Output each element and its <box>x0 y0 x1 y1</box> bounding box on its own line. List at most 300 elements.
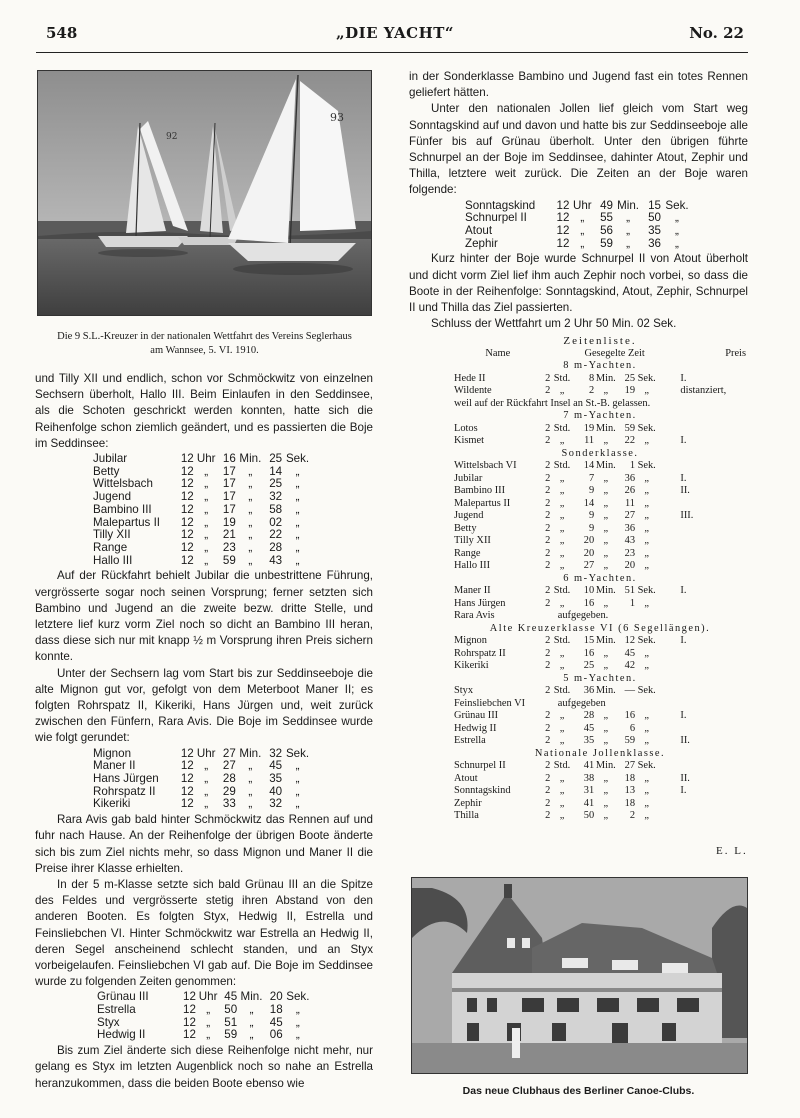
result-row <box>454 473 746 486</box>
time-value: 2 <box>545 797 551 809</box>
time-value: „ <box>644 385 649 396</box>
time-value: „ <box>644 810 649 821</box>
time-value: 25 <box>269 477 283 491</box>
time-value: „ <box>644 785 649 796</box>
time-value: Sek. <box>637 460 656 471</box>
time-value: 2 <box>545 722 551 734</box>
time-value: 41 <box>583 797 595 809</box>
time-value: „ <box>559 710 565 721</box>
time-value: 43 <box>624 535 636 546</box>
time-value: 16 <box>583 597 595 609</box>
time-value: „ <box>603 497 609 509</box>
boat-name: Hedwig II <box>97 1028 146 1042</box>
time-value: 2 <box>588 385 595 396</box>
clubhouse-illustration <box>412 878 747 1073</box>
time-value: „ <box>603 385 609 396</box>
time-value: 12 <box>180 477 194 491</box>
boat-name: Rara Avis <box>454 610 495 621</box>
time-value: 23 <box>222 540 236 554</box>
result-row <box>454 685 746 698</box>
time-value: Sek. <box>665 198 689 212</box>
boat-name: Wittelsbach <box>93 477 153 491</box>
time-value: 12 <box>183 1015 196 1029</box>
time-value: 36 <box>583 685 595 696</box>
time-value: 20 <box>583 547 595 559</box>
sail-number-93: 93 <box>330 111 344 124</box>
time-value: „ <box>206 1015 211 1029</box>
time-value: 19 <box>624 385 636 396</box>
time-value: 12 <box>180 515 194 529</box>
time-value: „ <box>559 722 565 734</box>
time-value: 12 <box>556 198 570 212</box>
time-value: 12 <box>180 771 194 785</box>
time-value: 38 <box>583 772 595 784</box>
time-value: 12 <box>183 1003 196 1017</box>
time-value: 14 <box>583 460 595 471</box>
boat-name: Grünau III <box>454 710 499 721</box>
time-value: Min. <box>595 635 616 646</box>
time-value: Sek. <box>637 760 656 771</box>
prize: II. <box>680 772 690 784</box>
time-value: 15 <box>648 198 661 212</box>
time-value: „ <box>626 236 631 250</box>
time-value: „ <box>248 797 253 811</box>
time-row <box>93 555 313 568</box>
result-row <box>454 523 746 536</box>
prize: I. <box>680 710 687 721</box>
time-value: 32 <box>269 490 283 504</box>
result-status: aufgegeben. <box>557 610 609 621</box>
class-heading: 5 m-Yachten. <box>563 672 637 684</box>
boat-name: Sonntagskind <box>465 198 536 212</box>
time-value: 8 <box>588 372 595 384</box>
time-value: „ <box>626 211 631 225</box>
class-heading: Sonderklasse. <box>561 447 639 459</box>
result-row <box>454 760 746 773</box>
time-value: Min. <box>595 760 616 771</box>
prize <box>658 460 746 473</box>
time-value: „ <box>559 535 565 546</box>
result-row <box>454 810 746 823</box>
time-value: 45 <box>269 1015 283 1029</box>
time-value: „ <box>206 1028 211 1042</box>
time-value: „ <box>644 547 649 559</box>
time-value: 14 <box>583 497 595 509</box>
time-row <box>97 1029 313 1042</box>
time-value: 36 <box>648 236 661 250</box>
prize <box>658 660 746 673</box>
prize: I. <box>680 435 687 446</box>
time-value: „ <box>249 1015 254 1029</box>
time-value: 11 <box>584 435 595 446</box>
time-value: 9 <box>588 485 595 496</box>
class-heading: 8 m-Yachten. <box>563 360 637 371</box>
result-row <box>454 660 746 673</box>
result-row <box>454 560 746 573</box>
time-value: Min. <box>595 372 616 384</box>
time-value: „ <box>644 497 649 509</box>
class-results-table <box>454 423 746 448</box>
time-value: 25 <box>624 372 636 384</box>
time-value: 20 <box>624 560 636 571</box>
time-value: 2 <box>545 772 551 784</box>
boat-name: Maner II <box>93 759 136 773</box>
sailboat-illustration <box>38 71 371 315</box>
time-value: 20 <box>269 990 283 1004</box>
author-signature: E. L. <box>716 845 748 857</box>
time-value: Std. <box>553 460 571 471</box>
prize <box>658 560 746 573</box>
time-value: 2 <box>545 560 551 571</box>
time-value: „ <box>603 710 609 721</box>
paragraph: Kurz hinter der Boje wurde Schnurpel II von Atout überholt und dicht vorm Ziel lief ihm auch Zephir noch vorbei, so dass die Boote in der Reihenfolge: Sonntagskind, Atout, Zephir, Schnurpel II und Thilla das Ziel passierten. <box>409 252 748 315</box>
time-value: „ <box>559 772 565 784</box>
result-row <box>454 723 746 736</box>
time-value: 2 <box>545 735 551 746</box>
time-value: „ <box>644 485 649 496</box>
time-value: 12 <box>180 797 194 811</box>
boat-name: Estrella <box>97 1003 136 1017</box>
time-value: 2 <box>545 710 551 721</box>
time-value: 58 <box>269 502 283 516</box>
result-row <box>454 435 746 448</box>
result-row <box>454 698 746 711</box>
time-value: 51 <box>224 1015 238 1029</box>
result-row <box>454 485 746 498</box>
time-value: „ <box>559 522 565 534</box>
boat-name: Range <box>454 547 481 559</box>
time-value: 41 <box>583 760 595 771</box>
time-value: 9 <box>588 522 595 534</box>
time-value: „ <box>295 1015 300 1029</box>
time-value: 18 <box>624 797 636 809</box>
time-value: 06 <box>269 1028 283 1042</box>
result-row <box>454 710 746 723</box>
time-value: „ <box>559 647 565 659</box>
boat-name: Hallo III <box>93 553 133 567</box>
time-row <box>93 453 313 466</box>
result-status: aufgegeben <box>557 697 606 709</box>
boat-name: Bambino III <box>93 502 152 516</box>
time-value: Min. <box>595 685 616 696</box>
time-value: 12 <box>180 746 194 760</box>
time-value: „ <box>248 540 253 554</box>
time-value: 50 <box>583 810 595 821</box>
boat-name: Tilly XII <box>93 528 131 542</box>
time-value: „ <box>204 464 209 478</box>
time-value: „ <box>644 710 649 721</box>
time-value: „ <box>249 1028 254 1042</box>
prize <box>658 810 746 823</box>
time-value: „ <box>603 535 609 546</box>
boat-name: Kismet <box>454 435 485 446</box>
time-row <box>93 773 313 786</box>
time-value: „ <box>603 485 609 496</box>
prize <box>658 685 746 698</box>
prize <box>658 798 746 811</box>
time-row <box>93 491 313 504</box>
time-value: „ <box>644 522 649 534</box>
result-row <box>454 610 746 623</box>
time-value: 49 <box>600 198 613 212</box>
paragraph: Schluss der Wettfahrt um 2 Uhr 50 Min. 02 Sek. <box>431 317 677 331</box>
time-value: „ <box>675 236 679 250</box>
time-value: 2 <box>545 785 551 796</box>
time-value: 32 <box>269 746 283 760</box>
time-value: 2 <box>545 810 551 821</box>
time-value: 16 <box>624 710 636 721</box>
boat-name: Bambino III <box>454 485 506 496</box>
time-value: „ <box>249 1003 254 1017</box>
time-value: 1 <box>629 597 636 609</box>
time-value: „ <box>644 772 649 784</box>
time-value: „ <box>675 211 679 225</box>
time-value: „ <box>559 435 565 446</box>
time-value: 2 <box>545 760 551 771</box>
time-value: „ <box>559 597 565 609</box>
paragraph: In der 5 m-Klasse setzte sich bald Grünau III an die Spitze des Feldes und vergrösserte stetig ihren Abstand von den anderen Booten. Es folgten Styx, Hedwig II, Estrella und Feinsliebchen VI. Hinter Schmöckwitz war Estrella an Hedwig II, deren Segel anscheinend schlecht standen, und an Styx vorbeigelaufen. Feinsliebchen VI gab auf. Die Boje im Seddinsee wurde zu folgenden Zeiten genommen: <box>35 877 373 989</box>
boat-name: Zephir <box>454 797 482 809</box>
time-value: 12 <box>180 553 194 567</box>
time-value: 22 <box>624 435 636 446</box>
time-value: „ <box>644 735 649 746</box>
time-value: „ <box>204 515 209 529</box>
time-row <box>465 225 693 238</box>
time-value: „ <box>204 528 209 542</box>
boat-name: Malepartus II <box>454 497 511 509</box>
paragraph: Auf der Rückfahrt behielt Jubilar die unbestrittene Führung, vergrösserte sogar noch seinen Vorsprung; ferner setzten sich Bambino und Jugend an die zweite bezw. dritte Stelle, und letztere lief kurz vorm Ziel noch so dicht an Bambino III heran, dass diese sich nur mit knapp ½ m Vorsprung ihren Preis sichern konnte. <box>35 569 373 664</box>
time-value: 2 <box>545 585 551 596</box>
time-value: 11 <box>625 497 636 509</box>
time-value: 2 <box>545 485 551 496</box>
class-results-table <box>454 585 746 623</box>
sail-number-92: 92 <box>166 132 178 142</box>
time-value: „ <box>559 472 565 484</box>
boat-name: Malepartus II <box>93 515 161 529</box>
time-value: „ <box>248 490 253 504</box>
results-list <box>454 335 746 823</box>
time-value: „ <box>559 797 565 809</box>
time-value: 25 <box>269 452 283 466</box>
prize <box>658 548 746 561</box>
times-table-sechser <box>93 748 313 812</box>
time-value: „ <box>603 735 609 746</box>
time-value: 12 <box>180 464 194 478</box>
result-row <box>454 460 746 473</box>
time-value: „ <box>204 797 209 811</box>
time-value: 7 <box>588 472 595 484</box>
time-value: „ <box>206 1003 211 1017</box>
time-value: 15 <box>583 635 595 646</box>
time-value: 2 <box>545 460 551 471</box>
boat-name: Maner II <box>454 585 491 596</box>
boat-name: Betty <box>454 522 477 534</box>
time-value: 29 <box>222 784 236 798</box>
time-value: 2 <box>545 385 551 396</box>
time-value: „ <box>559 485 565 496</box>
paragraph: in der Sonderklasse Bambino und Jugend fast ein totes Rennen geliefert hätten. <box>409 70 748 100</box>
time-value: „ <box>644 472 649 484</box>
time-value: 59 <box>600 236 613 250</box>
result-row <box>454 498 746 511</box>
time-value: „ <box>204 784 209 798</box>
boat-name: Wildente <box>454 385 492 396</box>
class-heading: 6 m-Yachten. <box>563 572 637 584</box>
boat-name: Atout <box>454 772 478 784</box>
boat-name: Wittelsbach VI <box>454 460 517 471</box>
time-value: „ <box>248 515 253 529</box>
time-value: „ <box>248 528 253 542</box>
time-value: Std. <box>553 685 571 696</box>
time-value: 21 <box>222 528 236 542</box>
time-value: 35 <box>648 224 661 238</box>
time-value: „ <box>644 510 649 521</box>
time-value: „ <box>248 784 253 798</box>
time-value: 2 <box>545 510 551 521</box>
time-value: 42 <box>624 660 636 671</box>
time-value: „ <box>580 236 585 250</box>
time-value: 2 <box>545 497 551 509</box>
boat-name: Styx <box>97 1015 120 1029</box>
class-results-table <box>454 760 746 823</box>
clubhouse-photo <box>411 877 748 1074</box>
result-row <box>454 735 746 748</box>
time-value: „ <box>644 435 649 446</box>
time-value: „ <box>559 810 565 821</box>
prize: II. <box>680 735 690 746</box>
time-value: — <box>624 685 636 696</box>
boat-name: Schnurpel II <box>454 760 506 771</box>
time-value: „ <box>204 502 209 516</box>
header-rule <box>36 52 748 53</box>
time-value: Min. <box>240 990 263 1004</box>
time-value: „ <box>295 477 300 491</box>
time-value: „ <box>626 224 631 238</box>
time-value: Std. <box>553 585 571 596</box>
time-value: 2 <box>545 685 551 696</box>
boat-name: Kikeriki <box>93 797 131 811</box>
time-value: 36 <box>624 472 636 484</box>
time-value: 12 <box>180 528 194 542</box>
time-value: 59 <box>224 1028 238 1042</box>
prize <box>658 648 746 661</box>
time-value: Std. <box>553 760 571 771</box>
result-row <box>454 548 746 561</box>
time-value: 35 <box>269 771 283 785</box>
times-table-jollen <box>465 200 693 251</box>
result-row <box>454 423 746 436</box>
time-value: 16 <box>222 452 236 466</box>
time-value: „ <box>559 510 565 521</box>
class-results-table <box>454 373 746 398</box>
time-value: 17 <box>222 502 236 516</box>
time-value: Uhr <box>198 990 218 1004</box>
prize <box>658 535 746 548</box>
time-value: Sek. <box>637 585 656 596</box>
time-row <box>465 238 693 251</box>
result-note: weil auf der Rückfahrt Insel an St.-B. gelassen. <box>454 397 651 409</box>
time-value: 28 <box>583 710 595 721</box>
right-column <box>409 69 748 332</box>
time-value: Sek. <box>637 372 656 384</box>
paragraph: Unter der Sechsern lag vom Start bis zur Seddinseeboje die alte Mignon gut vor, gefolgt von dem Meterboot Maner II; es folgten Rohrspatz II, Kikeriki, Hans Jürgen und, weit zurück zwischen den Fünfern, Rara Avis. Die Boje im Seddinsee wurde wie folgt gerundet: <box>35 666 373 745</box>
boat-name: Jubilar <box>93 452 128 466</box>
boat-name: Styx <box>454 685 474 696</box>
time-value: 2 <box>545 547 551 559</box>
time-value: „ <box>603 435 609 446</box>
results-column-header: Name <box>485 347 511 359</box>
prize <box>658 723 746 736</box>
time-value: 45 <box>624 647 636 659</box>
time-value: „ <box>559 735 565 746</box>
prize: II. <box>680 485 690 496</box>
time-value: Sek. <box>286 990 310 1004</box>
time-row <box>93 504 313 517</box>
boat-name: Hallo III <box>454 560 491 571</box>
result-row <box>454 373 746 386</box>
time-value: „ <box>559 560 565 571</box>
result-row <box>454 798 746 811</box>
sailboat-photo <box>37 70 372 316</box>
time-value: 28 <box>269 540 283 554</box>
prize: I. <box>680 635 687 646</box>
prize: I. <box>680 585 687 596</box>
prize: I. <box>680 372 687 384</box>
time-value: „ <box>295 502 300 516</box>
time-value: 27 <box>583 560 595 571</box>
time-value: „ <box>295 1003 300 1017</box>
time-value: „ <box>295 797 300 811</box>
time-value: Uhr <box>572 198 592 212</box>
time-value: Min. <box>595 460 616 471</box>
time-value: „ <box>603 660 609 671</box>
time-value: „ <box>295 515 300 529</box>
prize: III. <box>680 510 694 521</box>
time-value: Sek. <box>285 452 310 466</box>
time-value: 50 <box>224 1003 238 1017</box>
issue-number: No. 22 <box>689 24 744 42</box>
class-heading: Nationale Jollenklasse. <box>534 747 666 759</box>
boat-name: Betty <box>93 464 120 478</box>
time-value: „ <box>644 797 649 809</box>
time-value: „ <box>204 477 209 491</box>
boat-name: Hans Jürgen <box>454 597 506 609</box>
time-value: 45 <box>269 759 283 773</box>
result-row <box>454 535 746 548</box>
time-value: „ <box>295 771 300 785</box>
time-value: Sek. <box>637 635 656 646</box>
time-value: „ <box>603 547 609 559</box>
time-value: 12 <box>180 784 194 798</box>
boat-name: Jugend <box>454 510 484 521</box>
time-value: „ <box>248 502 253 516</box>
time-value: 27 <box>624 760 636 771</box>
time-value: 59 <box>624 422 636 434</box>
time-value: 55 <box>600 211 613 225</box>
time-value: 23 <box>624 547 636 559</box>
time-value: Uhr <box>196 452 216 466</box>
result-row <box>454 648 746 661</box>
time-value: „ <box>559 547 565 559</box>
prize: I. <box>680 472 687 484</box>
time-value: 19 <box>583 422 595 434</box>
boat-name: Jugend <box>93 490 132 504</box>
boat-name: Schnurpel II <box>465 211 527 225</box>
time-value: „ <box>248 759 253 773</box>
paragraph: Unter den nationalen Jollen lief gleich vom Start weg Sonntagskind auf und davon und hatte bis zur Seddinseeboje alle Fünfer bis auf Grünau überholt. Unter den übrigen führte Schnurpel an der Boje im Seddinsee, dahinter Atout, Zephir und Thilla, letztere weit zurück. Die Zeiten an der Boje waren folgende: <box>409 102 748 197</box>
results-title: Zeitenliste. <box>563 335 637 347</box>
time-value: 13 <box>624 785 636 796</box>
